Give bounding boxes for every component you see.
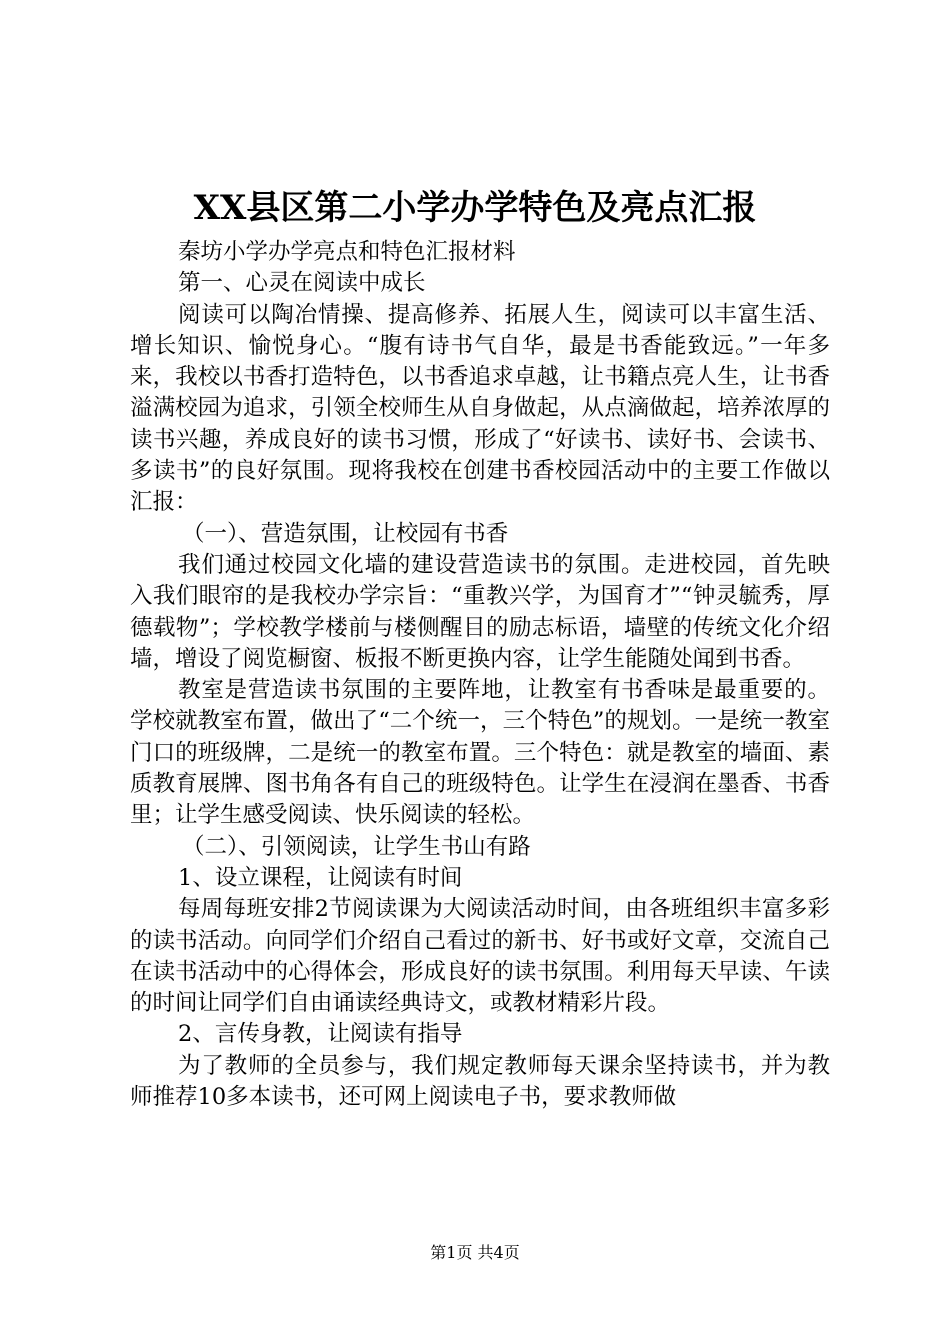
subsection-heading: （二）、引领阅读，让学生书山有路 bbox=[182, 833, 531, 860]
paragraph: 阅读可以陶冶情操、提高修养、拓展人生，阅读可以丰富生活、增长知识、愉悦身心。“腹有诗书气自华，最是书香能致远。”一年多来，我校以书香打造特色，以书香追求卓越，让书籍点亮人生，让书香溢满校园为追求，引领全校师生从自身做起，从点滴做起，培养浓厚的读书兴趣，养成良好的读书习惯，形成了“好读书、读好书、会读书、多读书”的良好氛围。现将我校在创建书香校园活动中的主要工作做以汇报： bbox=[130, 301, 830, 516]
item-heading: 1、设立课程，让阅读有时间 bbox=[178, 864, 463, 891]
paragraph: 我们通过校园文化墙的建设营造读书的氛围。走进校园，首先映入我们眼帘的是我校办学宗旨：“重教兴学，为国育才”“钟灵毓秀，厚德载物”；学校教学楼前与楼侧醒目的励志标语，墙壁的传统文化介绍墙，增设了阅览橱窗、板报不断更换内容，让学生能随处闻到书香。 bbox=[130, 551, 830, 672]
subsection-heading: （一）、营造氛围，让校园有书香 bbox=[182, 520, 509, 547]
item-heading: 2、言传身教，让阅读有指导 bbox=[178, 1021, 463, 1048]
section-heading: 第一、心灵在阅读中成长 bbox=[178, 270, 426, 297]
document-subtitle: 秦坊小学办学亮点和特色汇报材料 bbox=[178, 239, 516, 265]
document-body bbox=[130, 237, 830, 1113]
paragraph: 教室是营造读书氛围的主要阵地，让教室有书香味是最重要的。学校就教室布置，做出了“二个统一，三个特色”的规划。一是统一教室门口的班级牌，二是统一的教室布置。三个特色：就是教室的墙面、素质教育展牌、图书角各有自己的班级特色。让学生在浸润在墨香、书香里；让学生感受阅读、快乐阅读的轻松。 bbox=[130, 677, 830, 829]
page-number: 第1页 共4页 bbox=[430, 1243, 520, 1262]
document-title: XX县区第二小学办学特色及亮点汇报 bbox=[193, 188, 757, 228]
paragraph: 为了教师的全员参与，我们规定教师每天课余坚持读书，并为教师推荐10多本读书，还可网上阅读电子书，要求教师做 bbox=[130, 1052, 830, 1111]
paragraph: 每周每班安排2节阅读课为大阅读活动时间，由各班组织丰富多彩的读书活动。向同学们介绍自己看过的新书、好书或好文章，交流自己在读书活动中的心得体会，形成良好的读书氛围。利用每天早读、午读的时间让同学们自由诵读经典诗文，或教材精彩片段。 bbox=[130, 896, 830, 1017]
